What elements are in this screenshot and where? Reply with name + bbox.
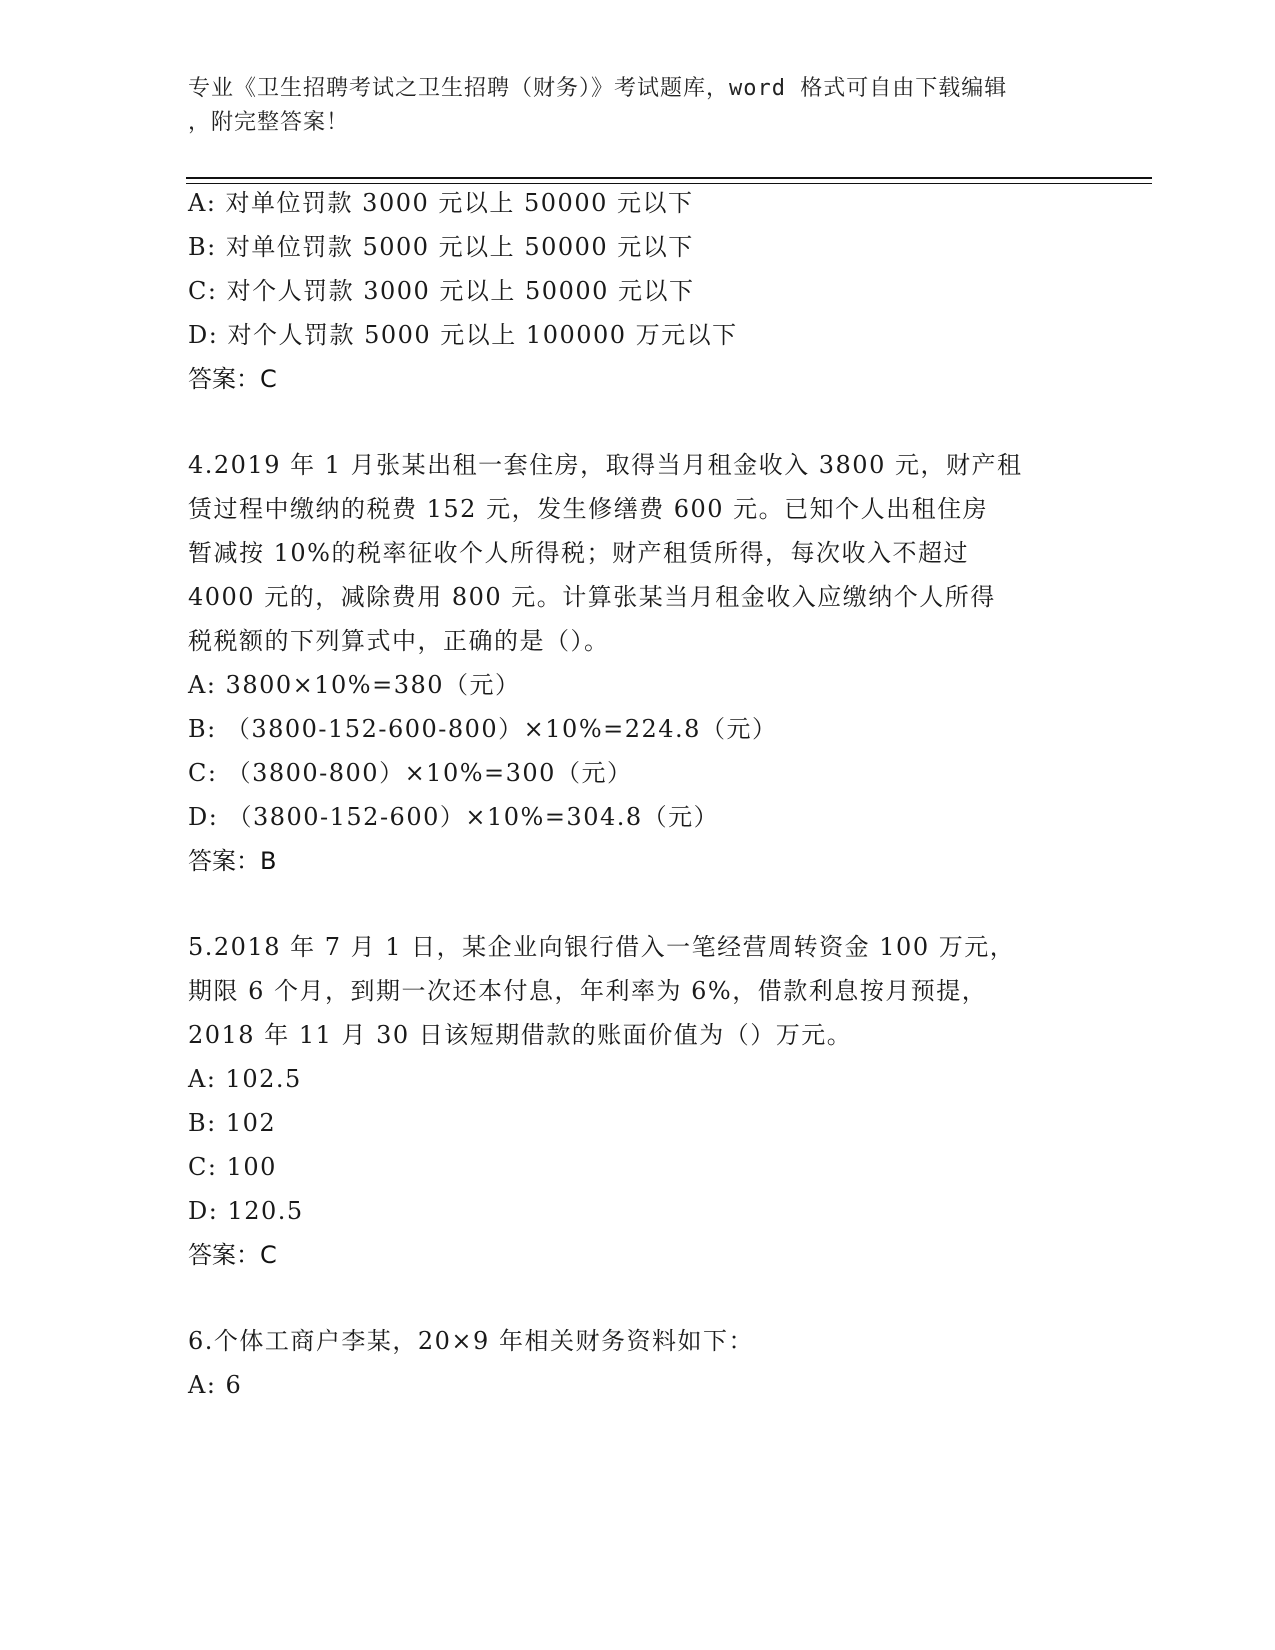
- q4-stem-line-3: 暂减按 10%的税率征收个人所得税；财产租赁所得，每次收入不超过: [188, 539, 969, 567]
- q5-stem-line-3: 2018 年 11 月 30 日该短期借款的账面价值为（）万元。: [188, 1021, 853, 1049]
- q5-option-a: A: 102.5: [188, 1065, 302, 1093]
- q4-option-d: D: （3800-152-600）×10%=304.8（元）: [188, 803, 720, 831]
- q5-option-d: D: 120.5: [188, 1197, 304, 1225]
- q3-option-c: C: 对个人罚款 3000 元以上 50000 元以下: [188, 277, 695, 305]
- q4-option-c: C: （3800-800）×10%=300（元）: [188, 759, 633, 787]
- q6-stem-line-1: 6.个体工商户李某，20×9 年相关财务资料如下：: [188, 1327, 754, 1355]
- header-divider-thin: [186, 183, 1152, 184]
- q5-stem-line-1: 5.2018 年 7 月 1 日，某企业向银行借入一笔经营周转资金 100 万元，: [188, 933, 1016, 961]
- q3-option-d: D: 对个人罚款 5000 元以上 100000 万元以下: [188, 321, 738, 349]
- q3-option-a: A: 对单位罚款 3000 元以上 50000 元以下: [188, 189, 694, 217]
- q4-stem-line-2: 赁过程中缴纳的税费 152 元，发生修缮费 600 元。已知个人出租住房: [188, 495, 989, 523]
- q4-stem-line-4: 4000 元的，减除费用 800 元。计算张某当月租金收入应缴纳个人所得: [188, 583, 996, 611]
- q4-option-a: A: 3800×10%=380（元）: [188, 671, 521, 699]
- header-divider-thick: [186, 177, 1152, 179]
- q5-stem-line-2: 期限 6 个月，到期一次还本付息，年利率为 6%，借款利息按月预提，: [188, 977, 988, 1005]
- q3-answer: 答案：C: [188, 365, 277, 393]
- q4-option-b: B: （3800-152-600-800）×10%=224.8（元）: [188, 715, 778, 743]
- q5-option-c: C: 100: [188, 1153, 277, 1181]
- header-line-2: ，附完整答案！: [188, 110, 350, 135]
- q4-stem-line-1: 4.2019 年 1 月张某出租一套住房，取得当月租金收入 3800 元，财产租: [188, 451, 1023, 479]
- q5-answer: 答案：C: [188, 1241, 277, 1269]
- document-header: [188, 72, 1088, 140]
- header-line-1: 专业《卫生招聘考试之卫生招聘（财务）》考试题库，word 格式可自由下载编辑: [188, 76, 1008, 101]
- q5-option-b: B: 102: [188, 1109, 277, 1137]
- q3-option-b: B: 对单位罚款 5000 元以上 50000 元以下: [188, 233, 694, 261]
- q4-stem-line-5: 税税额的下列算式中，正确的是（）。: [188, 627, 610, 655]
- q6-option-a: A: 6: [188, 1371, 243, 1399]
- q4-answer: 答案：B: [188, 847, 277, 875]
